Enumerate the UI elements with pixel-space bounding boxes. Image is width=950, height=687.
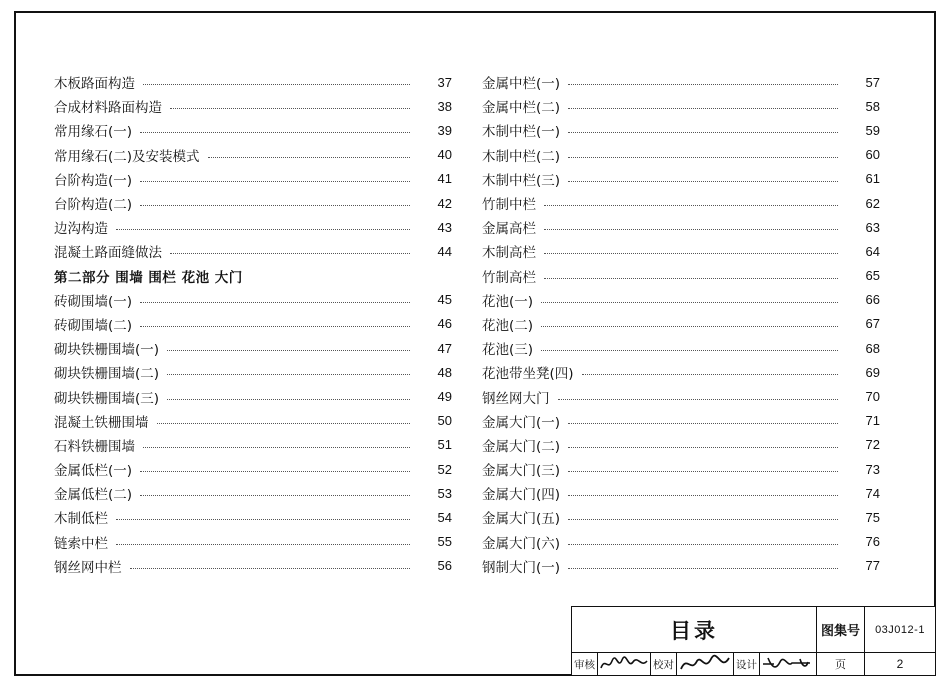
toc-entry-title: 石料铁栅围墙: [54, 435, 141, 455]
dot-leader: [544, 204, 838, 206]
dot-leader: [568, 107, 838, 109]
toc-entry-page: 61: [865, 171, 880, 187]
check-label: 校对: [650, 653, 677, 675]
toc-entry: [482, 530, 880, 554]
toc-entry: [482, 554, 880, 578]
toc-entry-title: 砖砌围墙(二): [54, 314, 138, 334]
dot-leader: [558, 398, 839, 400]
toc-entry-page: 74: [865, 485, 880, 501]
dot-leader: [143, 83, 410, 85]
toc-entry-page: 52: [437, 461, 452, 477]
dot-leader: [568, 180, 838, 182]
dot-leader: [140, 180, 410, 182]
toc-entry-title: 竹制高栏: [482, 266, 542, 286]
toc-entry-page: 55: [437, 534, 452, 550]
toc-entry: [482, 94, 880, 118]
dot-leader: [116, 543, 410, 545]
toc-entry-title: 台阶构造(一): [54, 169, 138, 189]
toc-entry: [482, 118, 880, 142]
page-label: 页: [817, 653, 865, 675]
dot-leader: [568, 83, 838, 85]
dot-leader: [167, 373, 410, 375]
toc-entry: [482, 360, 880, 384]
toc-entry-page: 42: [437, 195, 452, 211]
dot-leader: [568, 543, 838, 545]
toc-entry: [54, 143, 452, 167]
dot-leader: [170, 107, 410, 109]
toc-entry-page: 38: [437, 98, 452, 114]
dot-leader: [544, 228, 838, 230]
toc-entry-page: 69: [865, 364, 880, 380]
dot-leader: [582, 373, 838, 375]
toc-entry: [54, 433, 452, 457]
toc-entry-title: 金属中栏(一): [482, 72, 566, 92]
toc-entry-title: 砌块铁栅围墙(一): [54, 338, 165, 358]
toc-entry-title: 常用缘石(一): [54, 120, 138, 140]
toc-entry-title: 金属大门(三): [482, 459, 566, 479]
toc-entry-title: 钢丝网大门: [482, 387, 556, 407]
toc-entry-page: 57: [865, 74, 880, 90]
toc-entry-title: 金属大门(二): [482, 435, 566, 455]
dot-leader: [140, 470, 410, 472]
toc-entry-title: 第二部分 围墙 围栏 花池 大门: [54, 266, 249, 286]
toc-entry: [482, 143, 880, 167]
toc-left-column: [54, 70, 452, 578]
toc-entry-page: 75: [865, 509, 880, 525]
title-block: [571, 606, 936, 676]
toc-entry-page: 77: [865, 558, 880, 574]
toc-entry: [54, 215, 452, 239]
toc-entry-title: 花池(一): [482, 290, 539, 310]
dot-leader: [568, 446, 838, 448]
toc-entry-page: 62: [865, 195, 880, 211]
toc-entry-page: 72: [865, 437, 880, 453]
toc-entry-page: 54: [437, 509, 452, 525]
toc-entry-title: 混凝土路面缝做法: [54, 241, 168, 261]
toc-entry-title: 金属大门(六): [482, 532, 566, 552]
toc-entry-page: 40: [437, 147, 452, 163]
toc-entry: [54, 312, 452, 336]
toc-entry-page: 48: [437, 364, 452, 380]
toc-entry-page: 63: [865, 219, 880, 235]
toc-entry: [54, 70, 452, 94]
toc-entry-page: 67: [865, 316, 880, 332]
toc-entry: [54, 409, 452, 433]
toc-entry-page: 59: [865, 122, 880, 138]
toc-entry: [54, 118, 452, 142]
toc-entry-title: 木板路面构造: [54, 72, 141, 92]
toc-entry-title: 金属大门(一): [482, 411, 566, 431]
toc-entry-title: 金属低栏(一): [54, 459, 138, 479]
dot-leader: [140, 131, 410, 133]
dot-leader: [541, 301, 838, 303]
dot-leader: [130, 567, 411, 569]
toc-entry-page: 71: [865, 413, 880, 429]
toc-right-column: [482, 70, 880, 578]
toc-entry-page: 43: [437, 219, 452, 235]
toc-entry-title: 钢丝网中栏: [54, 556, 128, 576]
toc-section-heading: [54, 264, 452, 288]
toc-entry: [482, 505, 880, 529]
toc-entry-page: 53: [437, 485, 452, 501]
toc-entry-title: 合成材料路面构造: [54, 96, 168, 116]
dot-leader: [167, 349, 410, 351]
toc-entry-page: 44: [437, 243, 452, 259]
toc-entry-title: 木制中栏(一): [482, 120, 566, 140]
toc-entry: [482, 167, 880, 191]
dot-leader: [208, 156, 410, 158]
atlas-number: 03J012-1: [865, 607, 935, 653]
toc-entry: [54, 167, 452, 191]
dot-leader: [568, 494, 838, 496]
toc-entry-page: 60: [865, 147, 880, 163]
dot-leader: [140, 494, 410, 496]
dot-leader: [140, 301, 410, 303]
toc-entry-page: 73: [865, 461, 880, 477]
toc-entry: [482, 288, 880, 312]
toc-entry-title: 链索中栏: [54, 532, 114, 552]
dot-leader: [116, 518, 410, 520]
toc-entry: [54, 239, 452, 263]
toc-entry-title: 木制低栏: [54, 507, 114, 527]
toc-entry: [482, 215, 880, 239]
toc-entry-page: 47: [437, 340, 452, 356]
dot-leader: [568, 518, 838, 520]
toc-entry-title: 竹制中栏: [482, 193, 542, 213]
dot-leader: [568, 422, 838, 424]
toc-entry-page: 50: [437, 413, 452, 429]
toc-entry-title: 金属低栏(二): [54, 483, 138, 503]
dot-leader: [143, 446, 410, 448]
toc-entry-page: 58: [865, 98, 880, 114]
dot-leader: [568, 567, 838, 569]
toc-entry-title: 木制高栏: [482, 241, 542, 261]
page-number: 2: [896, 657, 904, 671]
dot-leader: [140, 325, 410, 327]
toc-entry-title: 砌块铁栅围墙(三): [54, 387, 165, 407]
dot-leader: [170, 252, 410, 254]
toc-entry-title: 花池带坐凳(四): [482, 362, 580, 382]
dot-leader: [116, 228, 410, 230]
toc-entry-title: 边沟构造: [54, 217, 114, 237]
toc-entry: [482, 239, 880, 263]
toc-entry: [54, 481, 452, 505]
toc-entry: [54, 530, 452, 554]
toc-entry: [482, 481, 880, 505]
toc-entry: [54, 505, 452, 529]
toc-entry: [54, 191, 452, 215]
toc-entry-title: 砖砌围墙(一): [54, 290, 138, 310]
sheet-title: 目录: [572, 607, 817, 653]
design-signature: [760, 653, 814, 675]
toc-entry-page: 56: [437, 558, 452, 574]
toc-entry-page: 68: [865, 340, 880, 356]
toc-entry: [482, 409, 880, 433]
toc-entry: [482, 191, 880, 215]
toc-entry-title: 木制中栏(三): [482, 169, 566, 189]
dot-leader: [568, 156, 838, 158]
dot-leader: [544, 252, 838, 254]
dot-leader: [140, 204, 410, 206]
toc-entry: [482, 433, 880, 457]
toc-entry: [482, 70, 880, 94]
toc-entry-title: 金属大门(四): [482, 483, 566, 503]
toc-entry-page: 70: [865, 389, 880, 405]
toc-entry-title: 金属大门(五): [482, 507, 566, 527]
toc-entry-title: 台阶构造(二): [54, 193, 138, 213]
toc-entry: [482, 384, 880, 408]
signature-row: [572, 653, 817, 675]
toc-entry-page: 49: [437, 389, 452, 405]
toc-entry: [54, 94, 452, 118]
toc-entry: [54, 457, 452, 481]
review-label: 审核: [572, 653, 598, 675]
toc-entry: [54, 360, 452, 384]
toc-entry-title: 花池(三): [482, 338, 539, 358]
toc-entry-page: 45: [437, 292, 452, 308]
dot-leader: [541, 349, 838, 351]
toc-entry: [54, 336, 452, 360]
toc-entry: [482, 312, 880, 336]
toc-entry: [54, 384, 452, 408]
atlas-number-label: 图集号: [817, 607, 865, 653]
toc-entry-page: 76: [865, 534, 880, 550]
design-label: 设计: [733, 653, 760, 675]
check-signature: [677, 653, 733, 675]
review-signature: [598, 653, 650, 675]
toc-entry-title: 金属中栏(二): [482, 96, 566, 116]
dot-leader: [541, 325, 838, 327]
toc-entry-title: 花池(二): [482, 314, 539, 334]
toc-entry-title: 常用缘石(二)及安装模式: [54, 145, 206, 165]
toc-entry-page: 41: [437, 171, 452, 187]
toc-entry: [482, 336, 880, 360]
toc-entry-title: 砌块铁栅围墙(二): [54, 362, 165, 382]
toc-entry-page: 39: [437, 122, 452, 138]
toc-entry-title: 钢制大门(一): [482, 556, 566, 576]
toc-entry-page: 64: [865, 243, 880, 259]
toc-entry-page: 65: [865, 268, 880, 284]
toc-entry-page: 66: [865, 292, 880, 308]
toc-entry: [482, 264, 880, 288]
dot-leader: [568, 131, 838, 133]
toc-entry-page: 37: [437, 74, 452, 90]
toc-entry-title: 混凝土铁栅围墙: [54, 411, 155, 431]
toc-entry-page: 51: [437, 437, 452, 453]
toc-entry-title: 金属高栏: [482, 217, 542, 237]
dot-leader: [157, 422, 411, 424]
dot-leader: [167, 398, 410, 400]
dot-leader: [568, 470, 838, 472]
dot-leader: [544, 277, 838, 279]
toc-entry: [54, 288, 452, 312]
toc-entry-title: 木制中栏(二): [482, 145, 566, 165]
toc-entry: [482, 457, 880, 481]
toc-entry-page: 46: [437, 316, 452, 332]
toc-entry: [54, 554, 452, 578]
